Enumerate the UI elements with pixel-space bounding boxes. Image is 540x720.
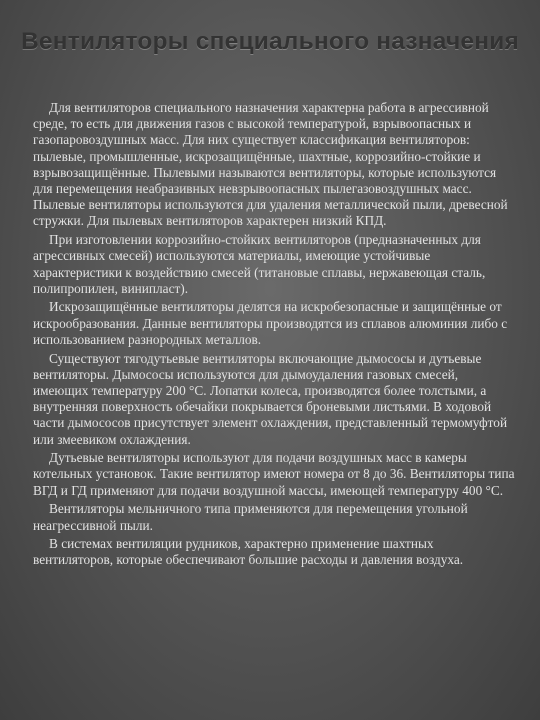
slide-title: Вентиляторы специального назначения (21, 28, 519, 55)
paragraph-mill-fans: Вентиляторы мельничного типа применяются для перемещения угольной неагрессивной пыли. (33, 501, 468, 533)
paragraph-draft-fans: Существуют тягодутьевые вентиляторы включающие дымососы и дутьевые вентиляторы. Дымососы используются для дымоудаления газовых смесей, имеющих температуру 200 °С. Лопатки колеса, производятся более толстыми, а внутренняя поверхность обечайки покрывается броневыми листьями. В ходовой части дымососов присутствует элемент охлаждения, представленный термомуфтой или змеевиком охлаждения. (33, 350, 508, 447)
paragraph-spark-proof: Искрозащищённые вентиляторы делятся на искробезопасные и защищённые от искрообразования. Данные вентиляторы производятся из сплавов алюминия либо с использованием разнородных металлов. (33, 299, 508, 347)
paragraph-blower-fans: Дутьевые вентиляторы используют для подачи воздушных масс в камеры котельных установок. Такие вентилятор имеют номера от 8 до 36. Вентиляторы типа ВГД и ГД применяют для подачи воздушной массы, имеющей температуру 400 °С. (33, 450, 515, 498)
paragraph-special-purpose-fans: Для вентиляторов специального назначения характерна работа в агрессивной среде, то есть для движения газов с высокой температурой, взрывоопасных и газопаровоздушных масс. Для них существует классификация вентиляторов: пылевые, промышленные, искрозащищённые, шахтные, коррозийно-стойкие и взрывозащищённые. Пылевыми называются вентиляторы, которые используются для перемещения неабразивных невзрывоопасных пылегазовоздушных масс. Пылевые вентиляторы используются для удаления металлической пыли, древесной стружки. Для пылевых вентиляторов характерен низкий КПД. (33, 100, 508, 229)
paragraph-mine-fans: В системах вентиляции рудников, характерно применение шахтных вентиляторов, которые обеспечивают большие расходы и давления воздуха. (33, 536, 464, 568)
slide-body (33, 100, 516, 571)
paragraph-corrosion-resistant: При изготовлении коррозийно-стойких вентиляторов (предназначенных для агрессивных смесей) используются материалы, имеющие устойчивые характеристики к воздействию смесей (титановые сплавы, нержавеющая сталь, полипропилен, винипласт). (33, 232, 486, 296)
